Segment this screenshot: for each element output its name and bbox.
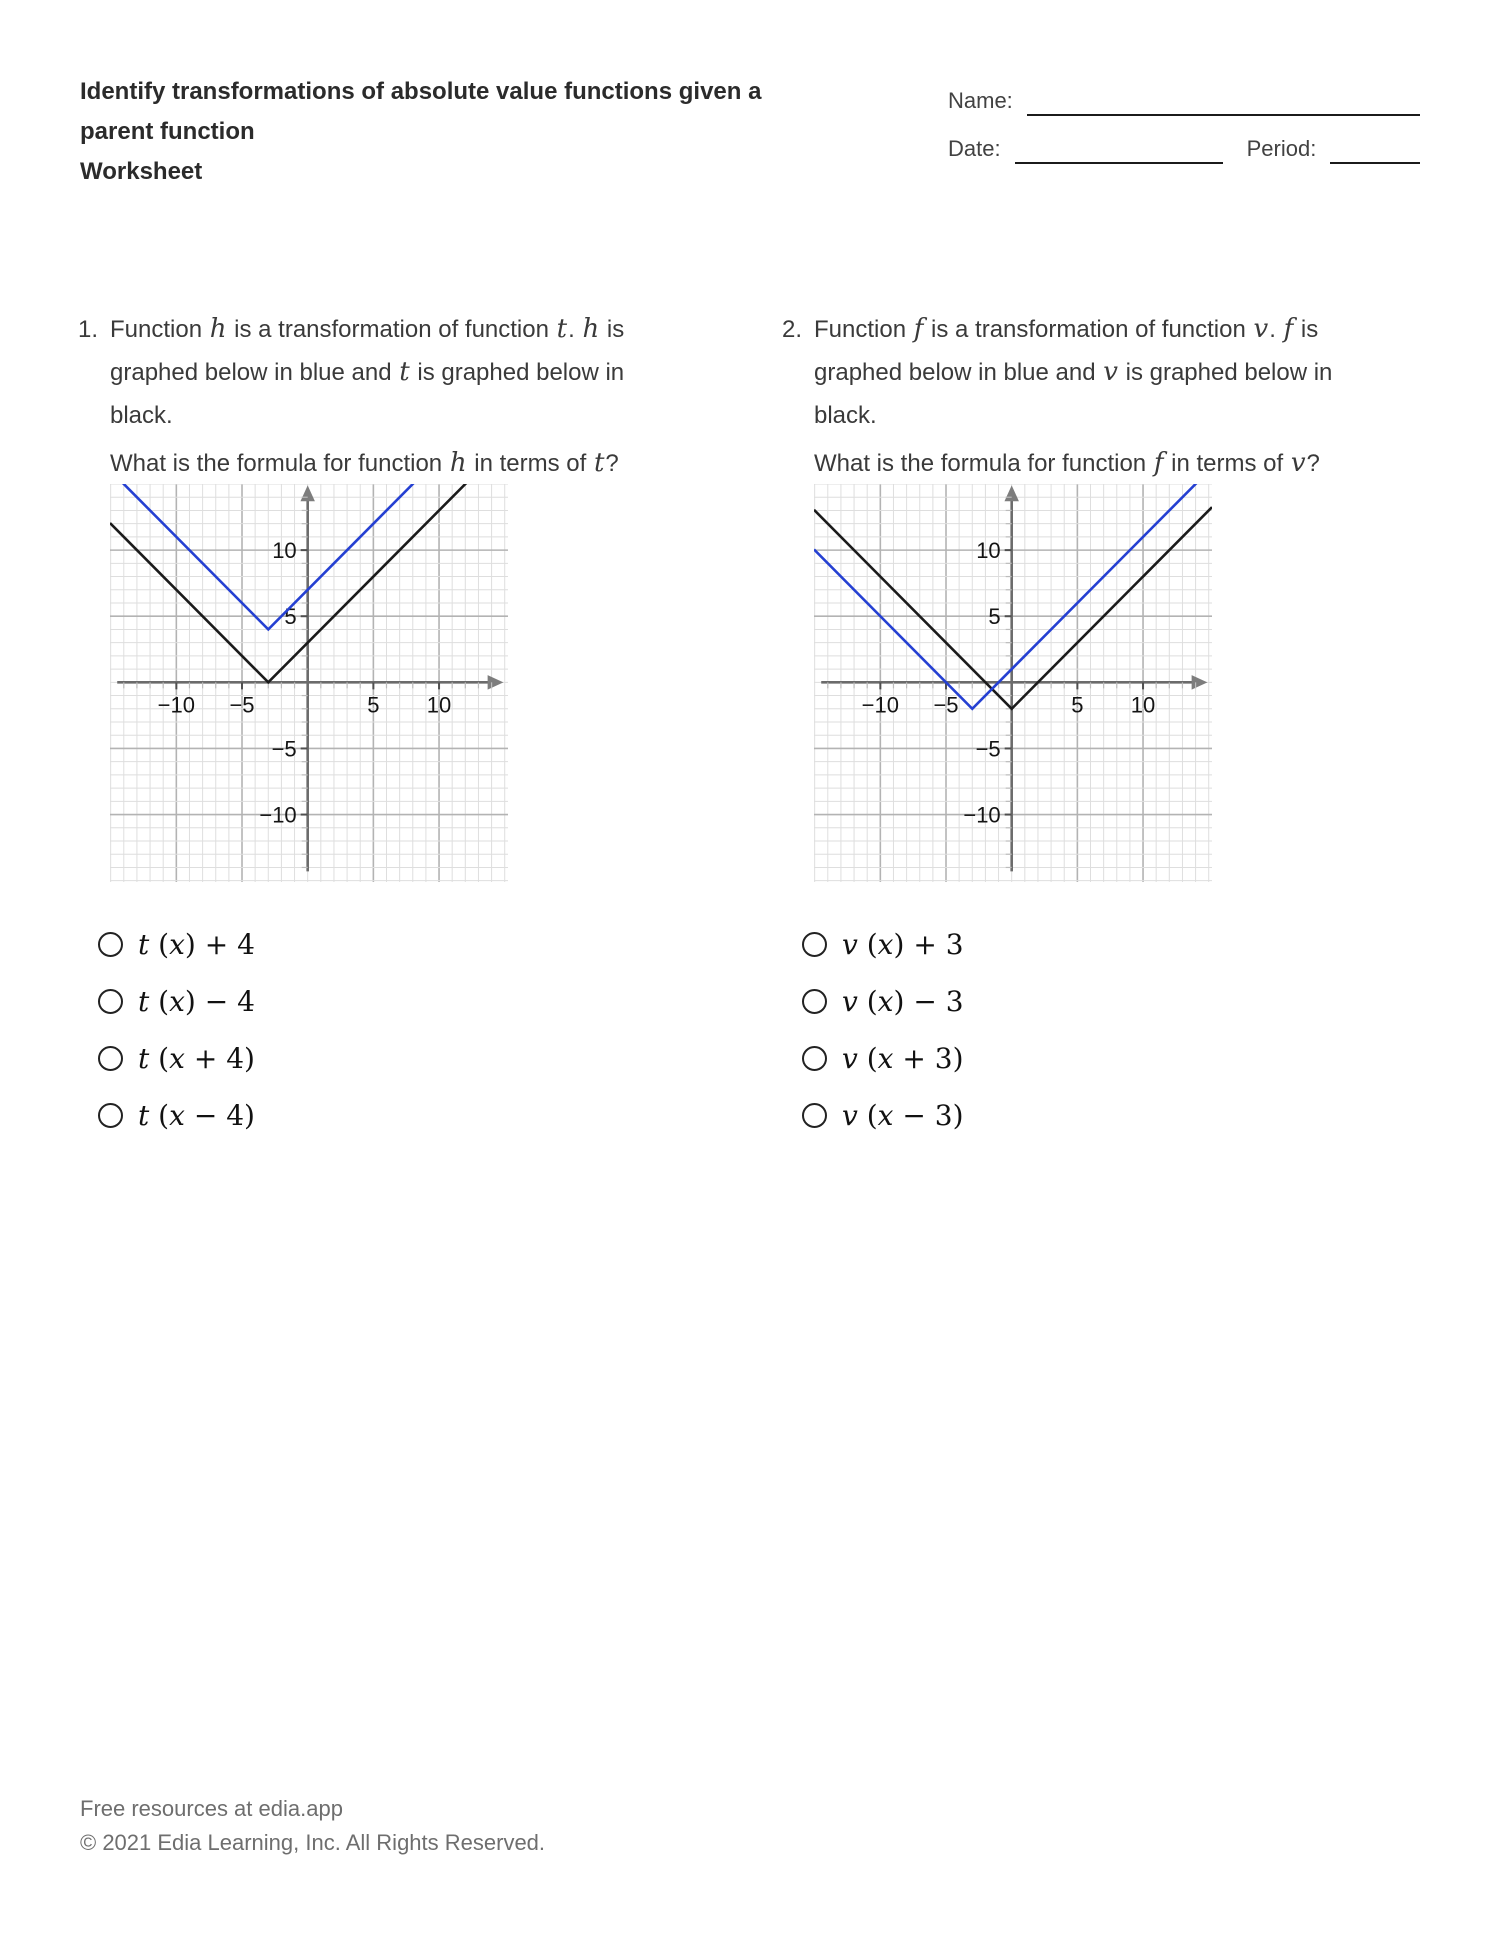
svg-text:−10: −10 xyxy=(157,692,195,718)
answer-option[interactable] xyxy=(98,916,255,973)
problem-2-statement xyxy=(782,308,1442,437)
radio-button-icon[interactable] xyxy=(802,1046,827,1071)
name-row xyxy=(948,88,1420,116)
svg-text:−5: −5 xyxy=(975,736,1001,762)
problem-1-statement-text: Function h is a transformation of function t. h is graphed below in blue and t is graphed below in black. xyxy=(110,314,625,429)
radio-button-icon[interactable] xyxy=(802,932,827,957)
footer-copyright-text: © 2021 Edia Learning, Inc. All Rights Reserved. xyxy=(80,1830,546,1855)
svg-text:10: 10 xyxy=(272,538,297,564)
problem-2-statement-text: Function f is a transformation of function v. f is graphed below in blue and v is graphed below in black. xyxy=(814,314,1333,429)
date-label: Date: xyxy=(948,136,1001,161)
option-label: t (x + 4) xyxy=(138,1042,255,1075)
svg-text:5: 5 xyxy=(284,604,297,630)
problem-1-statement xyxy=(78,308,738,437)
name-label: Name: xyxy=(948,88,1013,113)
option-label: v (x) + 3 xyxy=(842,928,964,961)
svg-text:−5: −5 xyxy=(933,692,959,718)
option-label: v (x + 3) xyxy=(842,1042,964,1075)
svg-text:−10: −10 xyxy=(861,692,899,718)
problem-1-question: What is the formula for function h in terms of t? xyxy=(110,448,619,478)
problem-1-graph-svg xyxy=(110,484,508,882)
problem-2-graph-svg xyxy=(814,484,1212,882)
radio-button-icon[interactable] xyxy=(98,989,123,1014)
radio-button-icon[interactable] xyxy=(98,1103,123,1128)
option-label: v (x − 3) xyxy=(842,1099,964,1132)
problem-2-options xyxy=(802,916,964,1144)
problem-1-number: 1. xyxy=(78,316,99,343)
footer xyxy=(80,1792,545,1860)
radio-button-icon[interactable] xyxy=(802,989,827,1014)
problem-2-graph xyxy=(814,484,1212,882)
svg-text:−5: −5 xyxy=(271,736,297,762)
title-line-2: parent function xyxy=(80,118,255,145)
problem-1-graph xyxy=(110,484,508,882)
period-label: Period: xyxy=(1246,136,1317,161)
problem-2-number: 2. xyxy=(782,316,803,343)
answer-option[interactable] xyxy=(98,1087,255,1144)
svg-text:5: 5 xyxy=(988,604,1001,630)
radio-button-icon[interactable] xyxy=(98,932,123,957)
date-period-row xyxy=(948,136,1420,164)
title-line-1: Identify transformations of absolute value functions given a xyxy=(80,78,762,105)
date-blank-line xyxy=(1015,138,1223,164)
answer-option[interactable] xyxy=(802,916,964,973)
period-blank-line xyxy=(1330,138,1420,164)
option-label: t (x) − 4 xyxy=(138,985,255,1018)
name-blank-line xyxy=(1027,90,1420,116)
worksheet-title xyxy=(80,72,800,192)
answer-option[interactable] xyxy=(802,1087,964,1144)
svg-text:10: 10 xyxy=(976,538,1001,564)
option-label: v (x) − 3 xyxy=(842,985,964,1018)
problem-2 xyxy=(782,308,1442,1168)
answer-option[interactable] xyxy=(98,973,255,1030)
option-label: t (x − 4) xyxy=(138,1099,255,1132)
svg-text:5: 5 xyxy=(1071,692,1084,718)
option-label: t (x) + 4 xyxy=(138,928,255,961)
radio-button-icon[interactable] xyxy=(98,1046,123,1071)
problem-1-options xyxy=(98,916,255,1144)
svg-text:−5: −5 xyxy=(229,692,255,718)
footer-resources-text: Free resources at edia.app xyxy=(80,1796,343,1821)
svg-text:5: 5 xyxy=(367,692,380,718)
svg-text:−10: −10 xyxy=(963,802,1001,828)
svg-text:−10: −10 xyxy=(259,802,297,828)
radio-button-icon[interactable] xyxy=(802,1103,827,1128)
title-line-3: Worksheet xyxy=(80,158,203,185)
problem-2-question: What is the formula for function f in terms of v? xyxy=(814,448,1320,478)
answer-option[interactable] xyxy=(98,1030,255,1087)
answer-option[interactable] xyxy=(802,973,964,1030)
problem-1 xyxy=(78,308,738,1168)
answer-option[interactable] xyxy=(802,1030,964,1087)
svg-text:10: 10 xyxy=(1130,692,1156,718)
svg-text:10: 10 xyxy=(426,692,452,718)
